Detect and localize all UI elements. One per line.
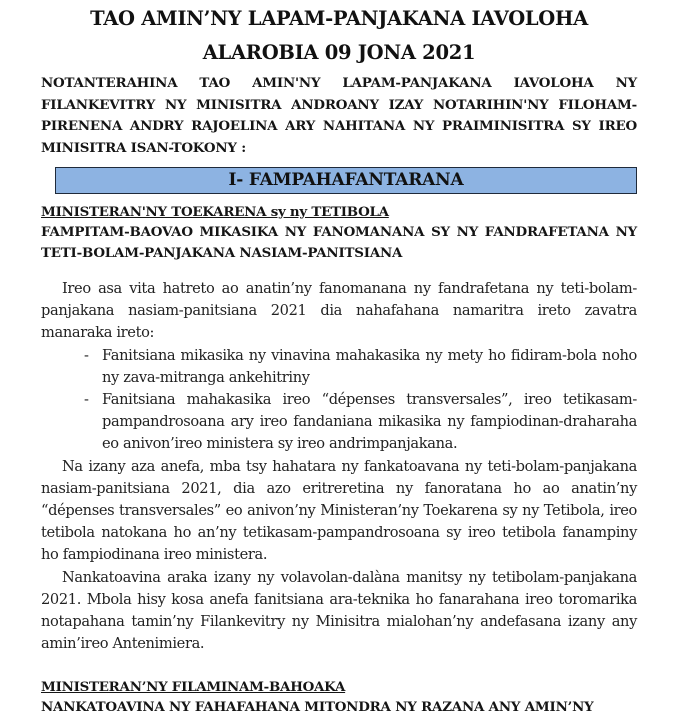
bullet-item (84, 389, 637, 456)
body-paragraph: Na izany aza anefa, mba tsy hahatara ny fankatoavana ny teti-bolam-panjakana nasiam-panitsiana 2021, dia azo eritreretina ny fanoratana ho ao anatin’ny “dépenses transversales” eo anivon’ny Ministeran’ny Toekarena sy ny Tetibola, ireo tetibola natokana ho an’ny tetikasam-pampandrosoana sy ireo tetibola fanampiny ho fampiodinana ireo ministera. (41, 457, 637, 564)
bullet-dash-icon: - (84, 391, 89, 409)
intro-paragraph: NOTANTERAHINA TAO AMIN'NY LAPAM-PANJAKANA IAVOLOHA NY FILANKEVITRY NY MINISITRA ANDROANY IZAY NOTARIHIN'NY FILOHAM-PIRENENA ANDRY RAJOELINA ARY NAHITANA NY PRAIMINISITRA SY IREO MINISITRA ISAN-TOKONY : (41, 75, 637, 156)
bullet-text: Fanitsiana mahakasika ireo “dépenses transversales”, ireo tetikasam-pampandrosoana ary ireo fandaniana mikasika ny fampiodinan-draharaha eo anivon’ireo ministera sy ireo andrimpanjakana. (102, 391, 637, 453)
ministry-body-economy (41, 278, 637, 655)
document-date: ALAROBIA 09 JONA 2021 (202, 41, 476, 64)
ministry-block-public-security (41, 677, 637, 718)
section-title: I- FAMPAHAFANTARANA (228, 170, 464, 190)
body-paragraph: Nankatoavina araka izany ny volavolan-dalàna manitsy ny tetibolam-panjakana 2021. Mbola hisy kosa anefa fanitsiana ara-teknika ho fanarahana ireo toromarika notapahana tamin’ny Filankevitry ny Minisitra mialohan’ny andefasana izany any amin’ireo Antenimiera. (41, 568, 637, 653)
section-heading-box (55, 167, 637, 194)
bullet-dash-icon: - (84, 346, 89, 364)
ministry-heading: MINISTERAN’NY FILAMINAM-BAHOAKA (41, 679, 346, 696)
document-page (41, 0, 637, 718)
bullet-list (41, 345, 637, 456)
ministry-subject: NANKATOAVINA NY FAHAFAHANA MITONDRA NY RAZANA ANY AMIN’NY (41, 699, 594, 716)
document-title: TAO AMIN’NY LAPAM-PANJAKANA IAVOLOHA (90, 7, 588, 30)
ministry-subject: FAMPITAM-BAOVAO MIKASIKA NY FANOMANANA SY NY FANDRAFETANA NY TETI-BOLAM-PANJAKANA NASIAM-PANITSIANA (41, 224, 637, 261)
bullet-text: Fanitsiana mikasika ny vinavina mahakasika ny mety ho fidiram-bola noho ny zava-mitranga ankehitriny (102, 346, 637, 386)
bullet-item (84, 345, 637, 389)
ministry-block-economy (41, 202, 637, 264)
body-paragraph: Ireo asa vita hatreto ao anatin’ny fanomanana ny fandrafetana ny teti-bolam-panjakana nasiam-panitsiana 2021 dia nahafahana namaritra ireto zavatra manaraka ireto: (41, 280, 637, 342)
ministry-heading: MINISTERAN'NY TOEKARENA sy ny TETIBOLA (41, 204, 389, 220)
